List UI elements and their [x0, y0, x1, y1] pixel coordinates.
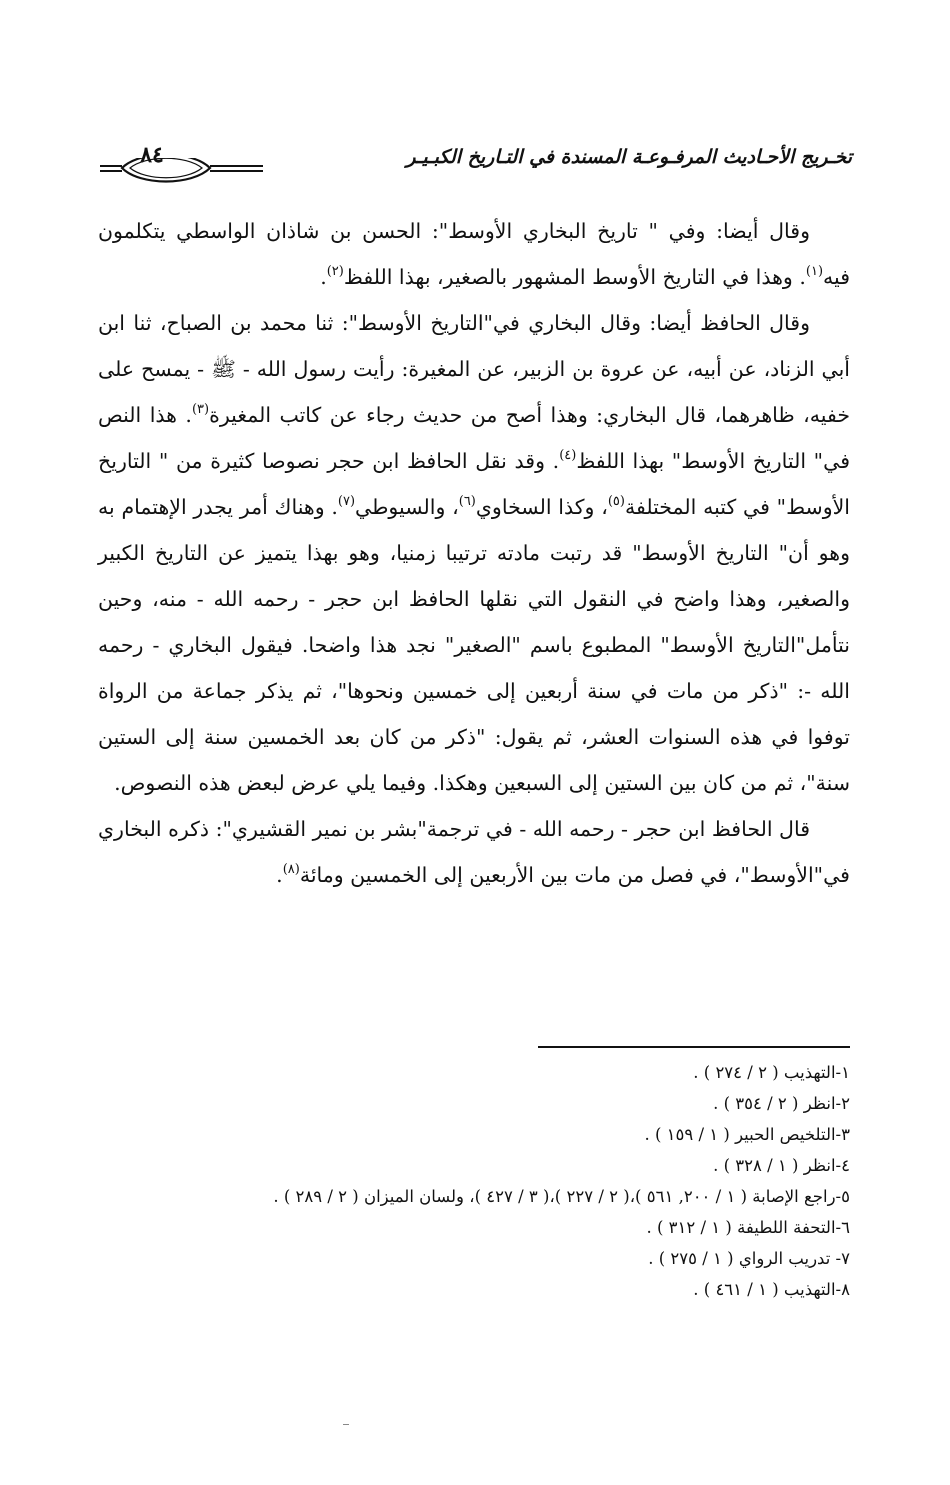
footnote-item: ١-التهذيب ( ٢ / ٢٧٤ ) .: [693, 1063, 850, 1082]
body-paragraph: [98, 300, 850, 806]
footnote-marker[interactable]: (٤): [559, 448, 577, 463]
footnote-item: ٤-انظر ( ١ / ٣٢٨ ) .: [713, 1156, 850, 1175]
footnote-item: ٥-راجع الإصابة ( ١ / ٢٠٠, ٥٦١ )،( ٢ / ٢٢٧ )،( ٣ / ٤٢٧ )، ولسان الميزان ( ٢ / ٢٨٩ ) .: [273, 1187, 850, 1206]
footnote-item: ٦-التحفة اللطيفة ( ١ / ٣١٢ ) .: [646, 1218, 850, 1237]
footnote-separator: [538, 1046, 850, 1048]
footnote-item: ٧- تدريب الرواي ( ١ / ٢٧٥ ) .: [648, 1249, 850, 1268]
page-number: ٨٤: [140, 142, 164, 168]
footnote-item: ٢-انظر ( ٢ / ٣٥٤ ) .: [713, 1094, 850, 1113]
body-text-run: وقال الحافظ أيضا: وقال البخاري في"التاريخ الأوسط": ثنا محمد بن الصباح، ثنا ابن أبي الزناد، عن أبيه، عن عروة بن الزبير، عن المغيرة: رأيت رسول الله - ﷺ - يمسح على خفيه، ظاهرهما، قال البخاري: وهذا أصح من حديث رجاء عن كاتب المغيرة: [98, 311, 850, 427]
body-text-run: . وهناك أمر يجدر الإهتمام به وهو أن" التاريخ الأوسط" قد رتبت مادته ترتيبا زمنيا، وهو بهذا يتميز عن التاريخ الكبير والصغير، وهذا واضح في النقول التي نقلها الحافظ ابن حجر - رحمه الله - منه، وحين نتأمل"التاريخ الأوسط" المطبوع باسم "الصغير" نجد هذا واضحا. فيقول البخاري - رحمه الله -: "ذكر من مات في سنة أربعين إلى خمسين ونحوها"، ثم يذكر جماعة من الرواة توفوا في هذه السنوات العشر، ثم يقول: "ذكر من كان بعد الخمسين سنة إلى الستين سنة"، ثم من كان بين الستين إلى السبعين وهكذا. وفيما يلي عرض لبعض هذه النصوص.: [98, 495, 850, 795]
footnote-item: ٨-التهذيب ( ١ / ٤٦١ ) .: [693, 1280, 850, 1299]
body-text-run: . وهذا في التاريخ الأوسط المشهور بالصغير، بهذا اللفظ: [343, 265, 806, 289]
body-paragraph: [98, 806, 850, 898]
body-text-run: ، وكذا السخاوي: [475, 495, 608, 519]
body-paragraph: [98, 208, 850, 300]
running-header-title: تخـريج الأحـاديث المرفـوعـة المسندة في التـاريخ الكبـيـر: [406, 146, 852, 168]
footnote-marker[interactable]: (٧): [337, 494, 356, 509]
body-text-run: وقال أيضا: وفي " تاريخ البخاري الأوسط": الحسن بن شاذان الواسطي يتكلمون فيه: [98, 219, 850, 289]
running-header: [100, 138, 852, 184]
body-text-run: ، والسيوطي: [355, 495, 459, 519]
main-text: [98, 208, 850, 898]
footnote-marker[interactable]: (٣): [191, 402, 210, 417]
footnote-marker[interactable]: (٢): [326, 264, 344, 279]
footnote-item: ٣-التلخيص الحبير ( ١ / ١٥٩ ) .: [644, 1125, 850, 1144]
body-text-run: .: [320, 265, 327, 289]
body-text-run: .: [276, 863, 283, 887]
footnote-marker[interactable]: (٥): [607, 494, 625, 509]
page-mark: [343, 1424, 349, 1425]
footnote-marker[interactable]: (٨): [282, 862, 300, 877]
footnote-marker[interactable]: (٦): [458, 494, 476, 509]
body-text-run: . وقد نقل الحافظ ابن حجر نصوصا كثيرة من " التاريخ الأوسط" في كتبه المختلفة: [98, 449, 850, 519]
body-text-run: . هذا النص في" التاريخ الأوسط" بهذا اللفظ: [98, 403, 850, 473]
footnotes: [150, 1057, 850, 1305]
body-text-run: قال الحافظ ابن حجر - رحمه الله - في ترجمة"بشر بن نمير القشيري": ذكره البخاري في"الأوسط"، في فصل من مات بين الأربعين إلى الخمسين ومائة: [98, 817, 850, 887]
footnote-marker[interactable]: (١): [805, 264, 824, 279]
